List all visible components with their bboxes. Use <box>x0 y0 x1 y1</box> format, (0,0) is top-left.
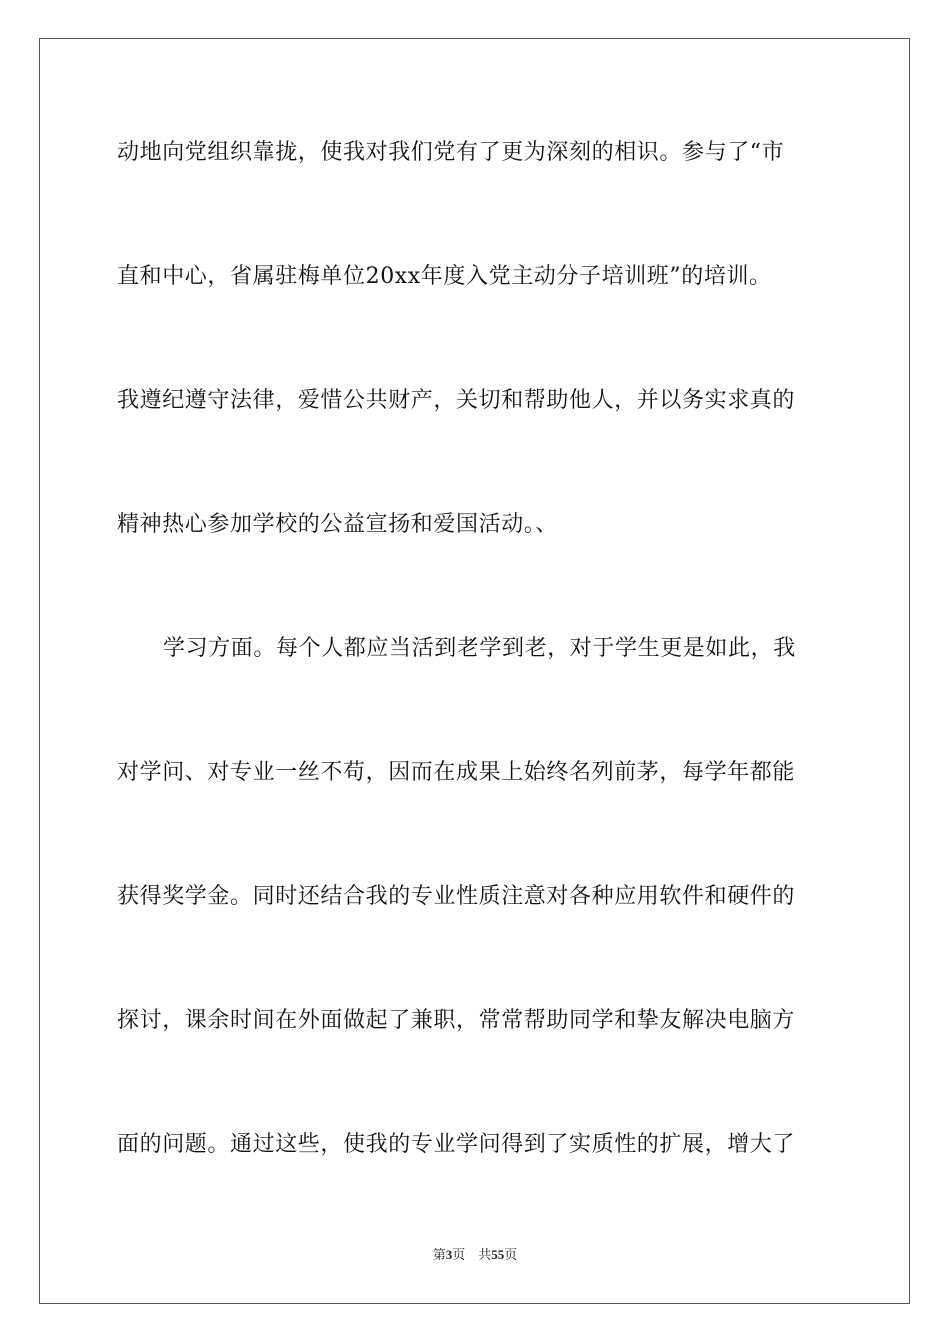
text-line-8: 探讨，课余时间在外面做起了兼职，常常帮助同学和挚友解决电脑方 <box>117 1008 796 1033</box>
text-line-5-paragraph-start: 学习方面。每个人都应当活到老学到老，对于学生更是如此，我 <box>163 636 796 661</box>
page-footer <box>0 1246 950 1264</box>
total-suffix: 页 <box>504 1247 518 1262</box>
text-line-9: 面的问题。通过这些，使我的专业学问得到了实质性的扩展，增大了 <box>117 1132 796 1157</box>
page-border <box>39 38 910 1304</box>
text-line-7: 获得奖学金。同时还结合我的专业性质注意对各种应用软件和硬件的 <box>117 884 796 909</box>
text-line-4: 精神热心参加学校的公益宣扬和爱国活动。、 <box>117 512 559 537</box>
page-suffix: 页 <box>452 1247 466 1262</box>
total-prefix: 共 <box>478 1247 492 1262</box>
text-line-1: 动地向党组织靠拢，使我对我们党有了更为深刻的相识。参与了“市 <box>117 140 785 165</box>
text-line-3: 我遵纪遵守法律，爱惜公共财产，关切和帮助他人，并以务实求真的 <box>117 388 796 413</box>
page-total: 55 <box>491 1247 505 1262</box>
text-line-6: 对学问、对专业一丝不苟，因而在成果上始终名列前茅，每学年都能 <box>117 760 796 785</box>
page-prefix: 第 <box>432 1247 446 1262</box>
page-current: 3 <box>445 1247 453 1262</box>
text-line-2: 直和中心，省属驻梅单位20xx年度入党主动分子培训班”的培训。 <box>117 264 772 289</box>
